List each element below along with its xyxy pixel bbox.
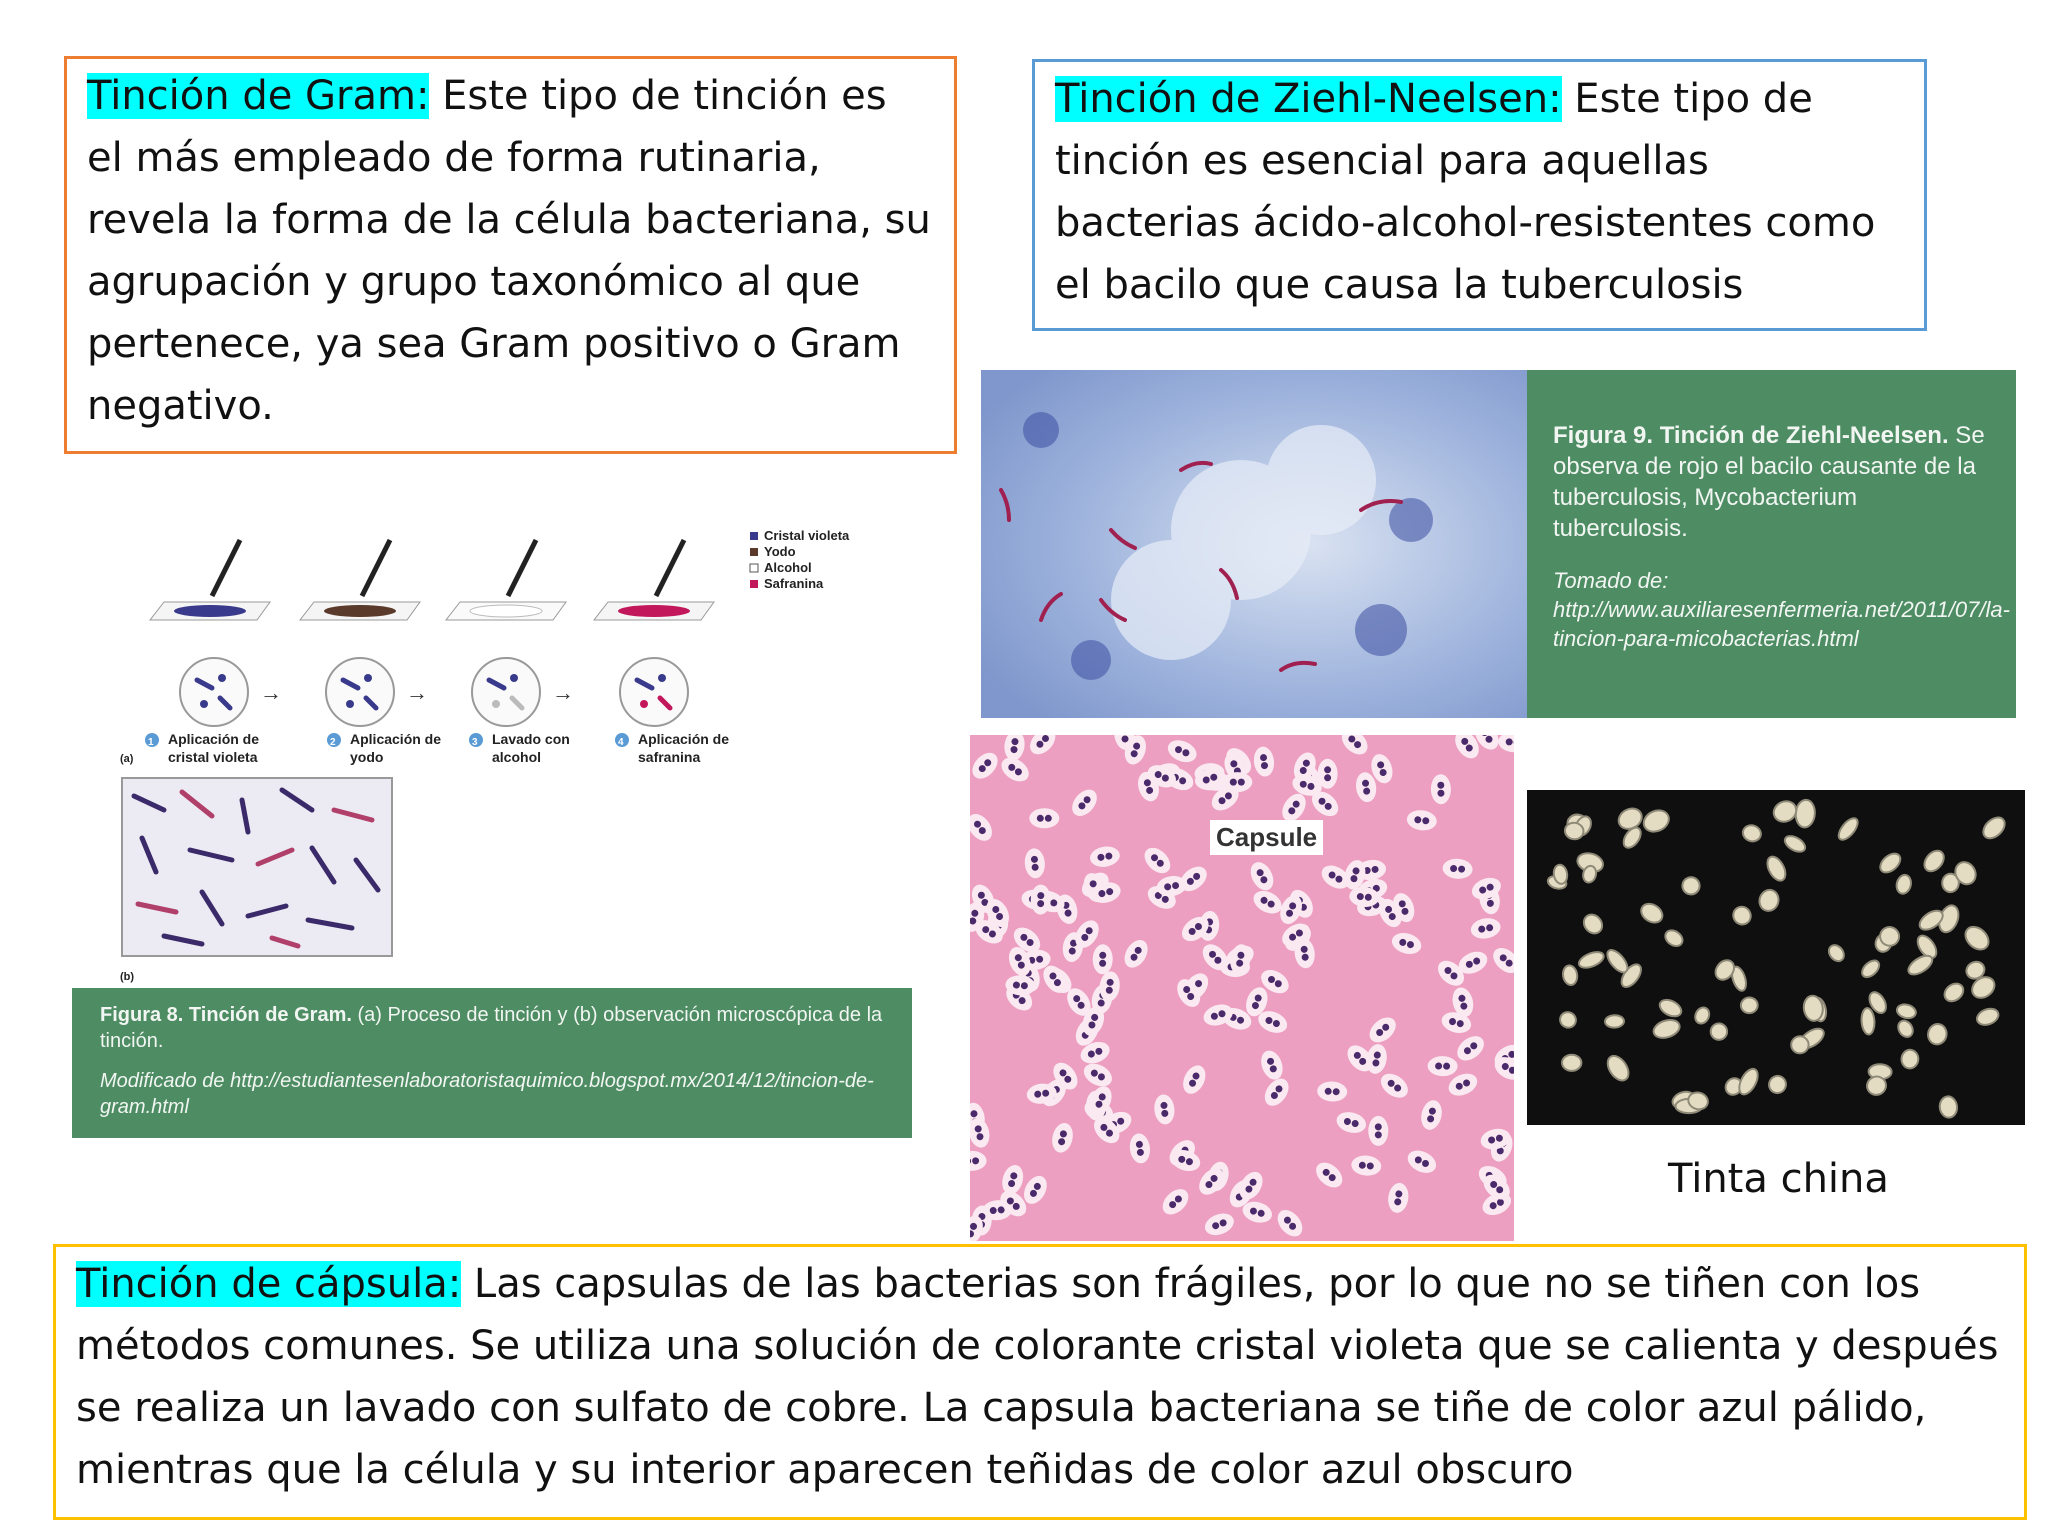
capsule-stain-micrograph xyxy=(970,735,1514,1241)
ziehl-neelsen-image xyxy=(981,370,1527,718)
arrow-icon: → xyxy=(260,680,282,705)
step-label: yodo xyxy=(350,749,384,765)
capsule-stain-text-box xyxy=(53,1244,2027,1520)
legend-swatch xyxy=(750,548,758,556)
gram-caption-source: Modificado de http://estudiantesenlaboratoristaquimico.blogspot.mx/2014/12/tincion-de-gram.html xyxy=(100,1070,874,1118)
gram-stain-diagram xyxy=(72,520,912,988)
legend-swatch xyxy=(750,564,758,572)
capsule-label: Capsule xyxy=(1210,820,1323,855)
gram-stain-figure xyxy=(72,520,912,1140)
step-label: Aplicación de xyxy=(638,731,730,747)
legend-swatch xyxy=(750,580,758,588)
capsule-stain-image xyxy=(970,735,1514,1241)
ziehl-neelsen-text-box xyxy=(1032,59,1927,331)
india-ink-image xyxy=(1527,790,2025,1125)
step-label: Aplicación de xyxy=(350,731,442,747)
zn-caption-source-url: http://www.auxiliaresenfermeria.net/2011/07/la-tincion-para-micobacterias.html xyxy=(1553,597,2010,651)
step-label: alcohol xyxy=(492,749,542,765)
capsule-stain-description: Las capsulas de las bacterias son frágiles, por lo que no se tiñen con los métodos comunes. Se utiliza una solución de colorante cristal violeta que se calienta y después se realiza un lavado con sulfato de cobre. La capsula bacteriana se tiñe de color azul pálido, mientras que la célula y su interior aparecen teñidas de color azul obscuro xyxy=(76,1261,1999,1493)
panel-b-label: (b) xyxy=(120,971,135,983)
step-label: safranina xyxy=(638,749,701,765)
ziehl-neelsen-title: Tinción de Ziehl-Neelsen: xyxy=(1055,76,1562,122)
capsule-stain-title: Tinción de cápsula: xyxy=(76,1261,462,1307)
zn-caption-source-label: Tomado de: xyxy=(1553,568,1669,593)
arrow-icon: → xyxy=(552,680,574,705)
slide-safranin xyxy=(594,540,714,620)
panel-a-label: (a) xyxy=(120,753,134,765)
step-number: 1 xyxy=(148,737,154,748)
slide-crystal-violet xyxy=(150,540,270,620)
ziehl-neelsen-micrograph xyxy=(981,370,1527,718)
cell-circle-step4 xyxy=(620,658,688,726)
legend-label: Safranina xyxy=(764,576,824,591)
legend-label: Cristal violeta xyxy=(764,528,850,543)
gram-figure-caption xyxy=(72,988,912,1138)
gram-micrograph xyxy=(120,778,392,983)
gram-stain-text-box xyxy=(64,56,957,454)
zn-caption-title: Figura 9. Tinción de Ziehl-Neelsen. xyxy=(1553,422,1949,449)
legend-swatch xyxy=(750,532,758,540)
ziehl-neelsen-figure-caption xyxy=(1527,370,2016,718)
gram-stain-description: Este tipo de tinción es el más empleado de forma rutinaria, revela la forma de la célula bacteriana, su agrupación y grupo taxonómico al que pertenece, ya sea Gram positivo o Gram negativo. xyxy=(87,73,931,429)
step-label: cristal violeta xyxy=(168,749,258,765)
cell-circle-step1 xyxy=(180,658,248,726)
arrow-icon: → xyxy=(406,680,428,705)
step-number: 2 xyxy=(330,737,336,748)
india-ink-label: Tinta china xyxy=(1668,1156,1889,1202)
legend-label: Alcohol xyxy=(764,560,812,575)
ziehl-neelsen-description: Este tipo de tinción es esencial para aquellas bacterias ácido-alcohol-resistentes como el bacilo que causa la tuberculosis xyxy=(1055,76,1876,308)
india-ink-micrograph xyxy=(1527,790,2025,1125)
stain-legend xyxy=(750,528,850,591)
step-label: Aplicación de xyxy=(168,731,260,747)
zn-caption-source xyxy=(1553,566,2010,653)
step-number: 3 xyxy=(472,737,478,748)
gram-stain-title: Tinción de Gram: xyxy=(87,73,430,119)
cell-circle-step2 xyxy=(326,658,394,726)
gram-caption-title: Figura 8. Tinción de Gram. xyxy=(100,1004,352,1026)
cell-circle-step3 xyxy=(472,658,540,726)
gram-caption-text: (a) Proceso de tinción y (b) observación microscópica de la tinción. xyxy=(100,1004,883,1052)
slide-iodine xyxy=(300,540,420,620)
legend-label: Yodo xyxy=(764,544,796,559)
step-label: Lavado con xyxy=(492,731,570,747)
slide-alcohol xyxy=(446,540,566,620)
step-number: 4 xyxy=(618,737,624,748)
zn-caption-text: Se observa de rojo el bacilo causante de la tuberculosis, Mycobacterium tuberculosis. xyxy=(1553,422,1985,542)
